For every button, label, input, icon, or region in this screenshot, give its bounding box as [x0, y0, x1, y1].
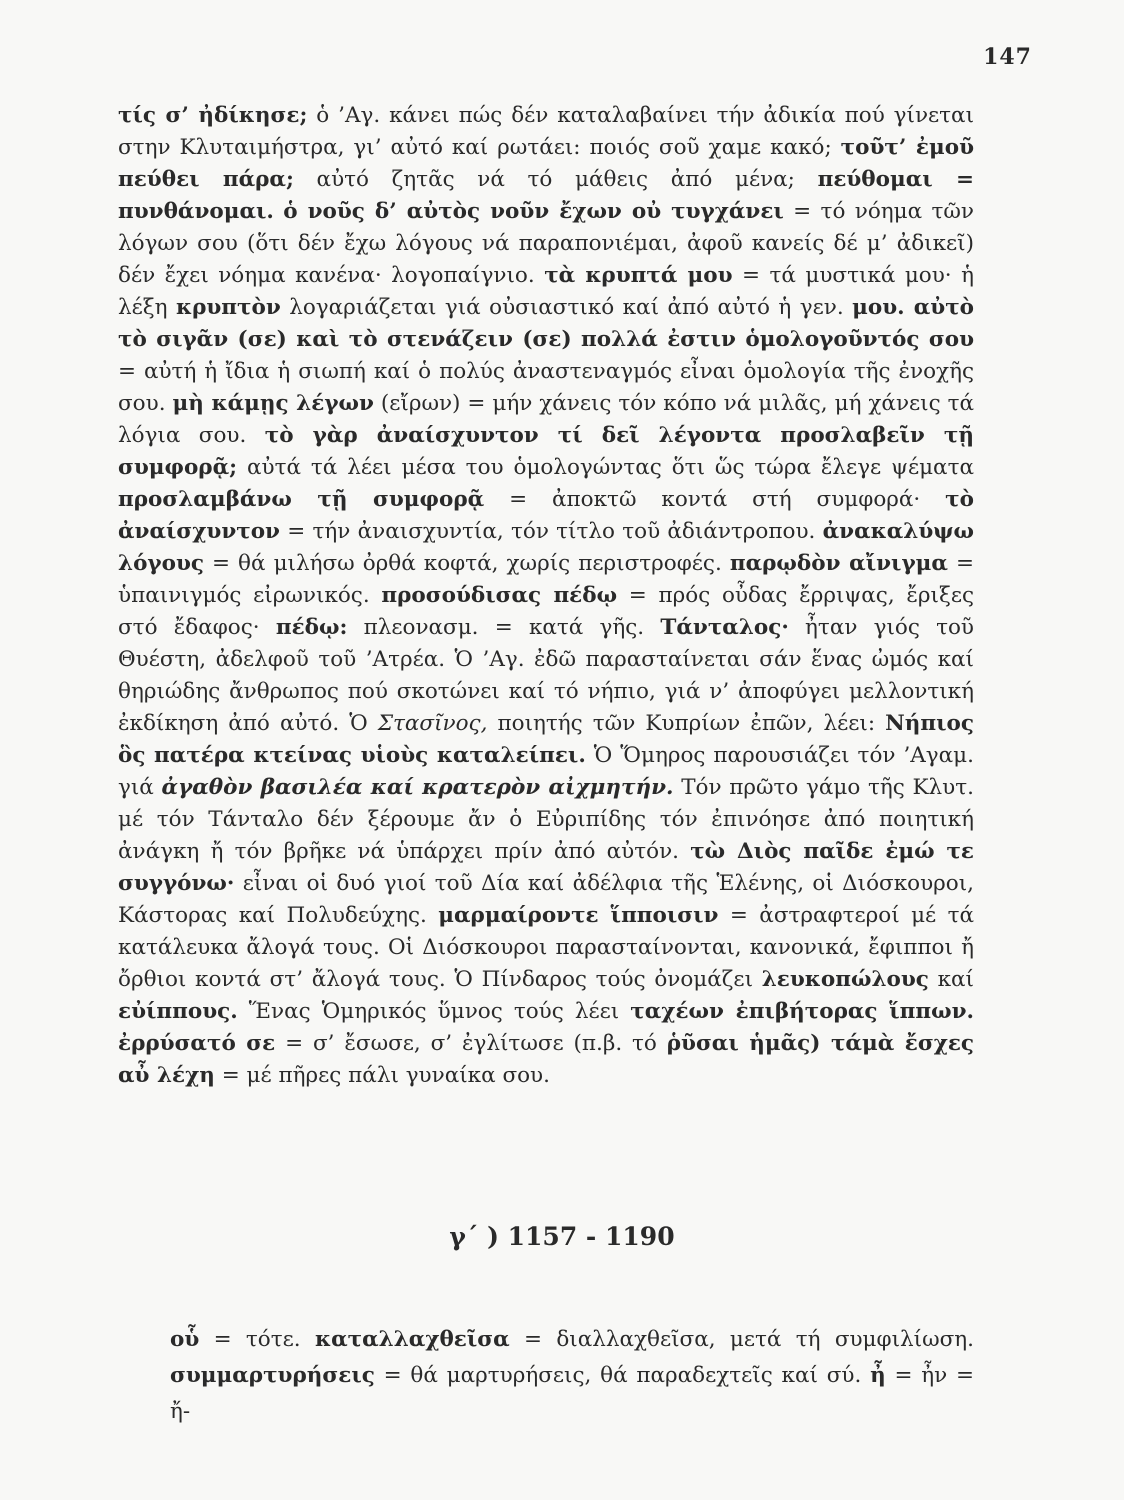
- text-run: ἀνακαλύψω λόγους: [118, 519, 974, 576]
- text-run: συμμαρτυρήσεις: [170, 1362, 375, 1388]
- text-run: ὁ νοῦς δ’ αὐτὸς νοῦν ἔχων οὐ τυγχάνει: [283, 199, 784, 224]
- text-run: ἦταν γιός τοῦ Θυέστη, ἀδελφοῦ τοῦ ’Ατρέα. Ὁ ’Αγ. ἐδῶ παρασταίνεται σάν ἕνας ὠμός καί θηριώδης ἄνθρωπος πού σκοτώνει καί τό νήπιο, γιά ν’ ἀποφύγει μελλοντική ἐκδίκηση ἀπό αὐτό. Ὁ: [118, 615, 975, 736]
- text-run: = θά μιλήσω ὀρθά κοφτά, χωρίς περιστροφές.: [203, 551, 730, 576]
- text-run: εἶναι οἱ δυό γιοί τοῦ Δία καί ἀδέλφια τῆς Ἑλένης, οἱ Διόσκουροι, Κάστορας καί Πολυδεύχης.: [118, 871, 974, 928]
- text-run: Στασῖνος,: [377, 711, 488, 736]
- text-run: (εἴρων) = μήν χάνεις τόν κόπο νά μιλᾶς, μή χάνεις τά λόγια σου.: [118, 391, 974, 448]
- text-run: πλεονασμ. = κατά γῆς.: [347, 615, 661, 640]
- text-run: προσούδισας πέδῳ: [381, 583, 618, 608]
- text-run: = ἦν = ἤ-: [170, 1362, 974, 1424]
- text-run: ῥῦσαι ἡμᾶς) τάμὰ ἔσχες αὖ λέχη: [118, 1031, 974, 1088]
- text-run: κρυπτὸν: [175, 295, 281, 320]
- text-run: = διαλλαχθεῖσα, μετά τή συμφιλίωση.: [509, 1326, 974, 1352]
- commentary-paragraph-2: [118, 1300, 974, 1451]
- text-run: ὁ ’Αγ. κάνει πώς δέν καταλαβαίνει τήν ἀδικία πού γίνεται στην Κλυταιμήστρα, γι’ αὐτό καί ρωτάει: ποιός σοῦ χαμε κακό;: [118, 103, 974, 160]
- text-run: = σ’ ἔσωσε, σ’ ἐγλίτωσε (π.β. τό: [275, 1031, 667, 1056]
- text-run: = τότε.: [199, 1326, 315, 1352]
- text-run: = μέ πῆρες πάλι γυναίκα σου.: [214, 1063, 550, 1088]
- text-run: πεύθομαι = πυνθάνομαι.: [118, 167, 974, 224]
- text-run: τοῦτ’ ἐμοῦ πεύθει πάρα;: [118, 135, 974, 192]
- text-run: προσλαμβάνω τῇ συμφορᾷ: [118, 487, 485, 512]
- text-run: αὐτά τά λέει μέσα του ὁμολογώντας ὅτι ὥς τώρα ἔλεγε ψέματα: [237, 455, 974, 480]
- text-run: = ἀστραφτεροί μέ τά κατάλευκα ἄλογά τους. Οἱ Διόσκουροι παρασταίνονται, κανονικά, ἔφιπποι ἤ ὄρθιοι κοντά στ’ ἄλογά τους. Ὁ Πίνδαρος τούς ὀνομάζει: [118, 903, 974, 992]
- text-run: καταλλαχθεῖσα: [314, 1326, 510, 1352]
- paragraph-text-2: [118, 1322, 974, 1430]
- text-run: τίς σ’ ἠδίκησε;: [118, 103, 308, 128]
- text-run: μου. αὐτὸ τὸ σιγᾶν (σε) καὶ τὸ στενάζειν (σε) πολλά ἐστιν ὁμολογοῦντός σου: [118, 295, 975, 352]
- commentary-paragraph: [118, 100, 974, 1092]
- text-run: = τό νόημα τῶν λόγων σου (ὅτι δέν ἔχω λόγους νά παραπονιέμαι, ἀφοῦ κανείς δέ μ’ ἀδικεῖ) δέν ἔχει νόημα κανένα· λογοπαίγνιο.: [118, 199, 975, 288]
- page-number: 147: [983, 44, 1032, 70]
- text-run: αὐτό ζητᾶς νά τό μάθεις ἀπό μένα;: [293, 167, 818, 192]
- text-run: [274, 199, 283, 224]
- text-run: λευκοπώλους: [761, 967, 929, 992]
- text-run: τὸ γὰρ ἀναίσχυντον τί δεῖ λέγοντα προσλαβεῖν τῇ συμφορᾷ;: [118, 423, 975, 480]
- paragraph-text: [118, 100, 974, 1092]
- text-run: = ὑπαινιγμός εἰρωνικός.: [118, 551, 974, 608]
- text-run: = τήν ἀναισχυντία, τόν τίτλο τοῦ ἀδιάντροπου.: [279, 519, 823, 544]
- text-run: = ἀποκτῶ κοντά στή συμφορά·: [484, 487, 946, 512]
- text-run: μὴ κάμῃς λέγων: [172, 391, 374, 416]
- text-run: οὗ: [170, 1326, 200, 1352]
- text-run: τὸ ἀναίσχυντον: [118, 487, 974, 544]
- text-run: μαρμαίροντε ἵπποισιν: [438, 903, 719, 928]
- text-run: Νήπιος ὃς πατέρα κτείνας υἱοὺς καταλείπει.: [118, 711, 974, 768]
- text-run: τὼ Διὸς παῖδε ἐμώ τε συγγόνω·: [118, 839, 974, 896]
- text-run: Ὁ Ὅμηρος παρουσιάζει τόν ’Αγαμ. γιά: [118, 743, 974, 800]
- text-run: παρῳδὸν αἴνιγμα: [729, 551, 948, 576]
- text-run: ταχέων ἐπιβήτορας ἵππων. ἐρρύσατό σε: [118, 999, 974, 1056]
- text-run: εὐίππους.: [118, 999, 238, 1024]
- text-run: πέδῳ:: [275, 615, 348, 640]
- text-run: = πρός οὖδας ἔρριψας, ἔριξες στό ἔδαφος·: [118, 583, 975, 640]
- text-run: Ἕνας Ὁμηρικός ὕμνος τούς λέει: [237, 999, 631, 1024]
- text-run: = αὐτή ἡ ἴδια ἡ σιωπή καί ὁ πολύς ἀναστεναγμός εἶναι ὁμολογία τῆς ἐνοχῆς σου.: [118, 359, 974, 416]
- text-run: καί: [928, 967, 974, 992]
- text-run: ποιητής τῶν Κυπρίων ἐπῶν, λέει:: [487, 711, 886, 736]
- text-run: τὰ κρυπτά μου: [544, 263, 733, 288]
- text-run: = θά μαρτυρήσεις, θά παραδεχτεῖς καί σύ.: [374, 1362, 871, 1388]
- text-run: ἀγαθὸν βασιλέα καί κρατερὸν αἰχμητήν.: [161, 775, 674, 800]
- text-run: ἦ: [870, 1362, 886, 1388]
- text-run: Τάνταλος·: [660, 615, 789, 640]
- text-run: = τά μυστικά μου· ἡ λέξη: [118, 263, 974, 320]
- text-run: λογαριάζεται γιά οὐσιαστικό καί ἀπό αὐτό ἡ γεν.: [280, 295, 853, 320]
- text-run: Τόν πρῶτο γάμο τῆς Κλυτ. μέ τόν Τάνταλο δέν ξέρουμε ἄν ὁ Εὐριπίδης τόν ἐπινόησε ἀπό ποιητική ἀνάγκη ἤ τόν βρῆκε νά ὑπάρχει πρίν ἀπό αὐτόν.: [118, 775, 974, 864]
- section-heading: γ΄ ) 1157 - 1190: [449, 1222, 675, 1251]
